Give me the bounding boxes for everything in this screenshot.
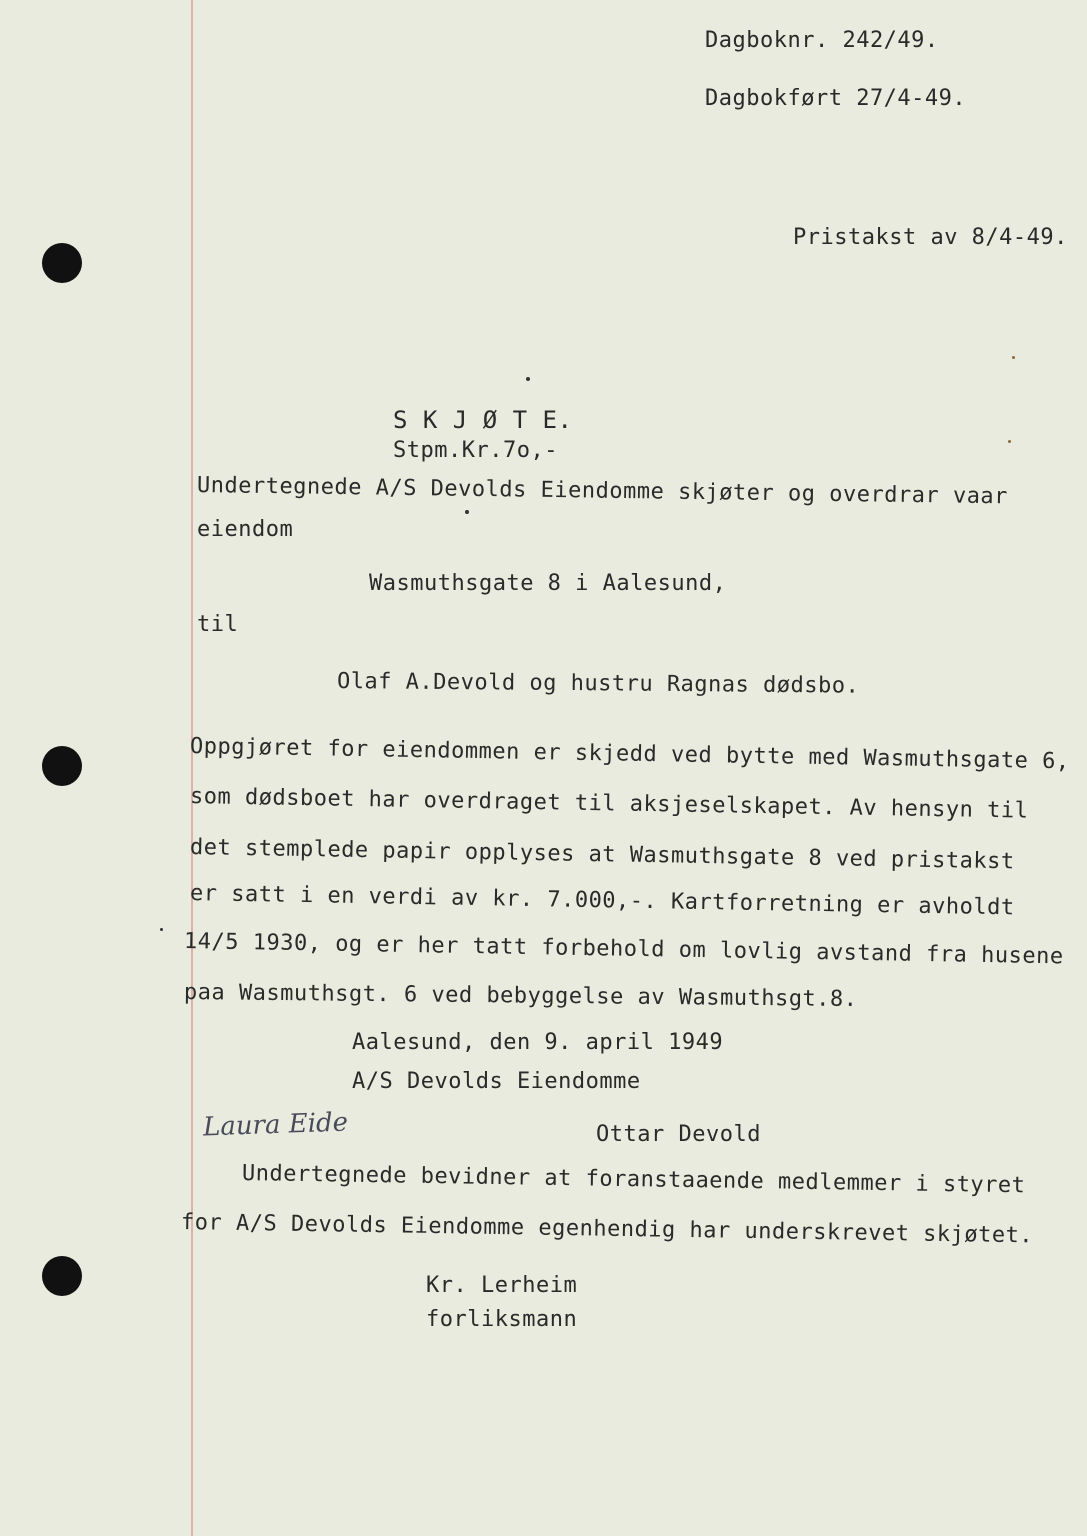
dagboknr: Dagboknr. 242/49. xyxy=(705,28,939,53)
document-title: S K J Ø T E. xyxy=(393,406,573,434)
speck xyxy=(1012,356,1015,359)
stamp-fee: Stpm.Kr.7o,- xyxy=(393,438,558,463)
speck xyxy=(465,510,469,514)
body-line: det stemplede papir opplyses at Wasmuthsgate 8 ved pristakst xyxy=(189,835,1015,875)
handwritten-signature: Laura Eide xyxy=(202,1107,349,1143)
buyer-name: Olaf A.Devold og hustru Ragnas dødsbo. xyxy=(336,669,860,699)
officer-title: forliksmann xyxy=(426,1307,578,1332)
body-line: som dødsboet har overdraget til aksjeselskapet. Av hensyn til xyxy=(189,784,1029,824)
margin-line xyxy=(191,0,193,1536)
officer-name: Kr. Lerheim xyxy=(426,1273,578,1298)
body-line: er satt i en verdi av kr. 7.000,-. Kartforretning er avholdt xyxy=(189,881,1015,921)
body-line: eiendom xyxy=(197,517,294,542)
property-name: Wasmuthsgate 8 i Aalesund, xyxy=(369,571,727,596)
dagbokfort: Dagbokført 27/4-49. xyxy=(705,86,967,111)
body-line: Undertegnede A/S Devolds Eiendomme skjøter og overdrar vaar xyxy=(196,473,1009,510)
speck xyxy=(526,377,530,381)
body-line: Oppgjøret for eiendommen er skjedd ved bytte med Wasmuthsgate 6, xyxy=(189,734,1070,775)
punch-hole xyxy=(42,243,82,283)
speck xyxy=(160,928,163,931)
speck xyxy=(1008,440,1011,443)
body-line: paa Wasmuthsgt. 6 ved bebyggelse av Wasmuthsgt.8. xyxy=(183,980,858,1013)
place-date: Aalesund, den 9. april 1949 xyxy=(352,1030,724,1055)
witness-line: for A/S Devolds Eiendomme egenhendig har underskrevet skjøtet. xyxy=(180,1210,1034,1249)
punch-hole xyxy=(42,1256,82,1296)
company-name: A/S Devolds Eiendomme xyxy=(352,1069,641,1094)
body-line: 14/5 1930, og er her tatt forbehold om lovlig avstand fra husene xyxy=(183,929,1064,970)
body-line: til xyxy=(197,612,239,637)
signer-name: Ottar Devold xyxy=(596,1122,761,1147)
punch-hole xyxy=(42,746,82,786)
witness-line: Undertegnede bevidner at foranstaaende medlemmer i styret xyxy=(241,1161,1026,1199)
pristakst: Pristakst av 8/4-49. xyxy=(793,225,1068,250)
